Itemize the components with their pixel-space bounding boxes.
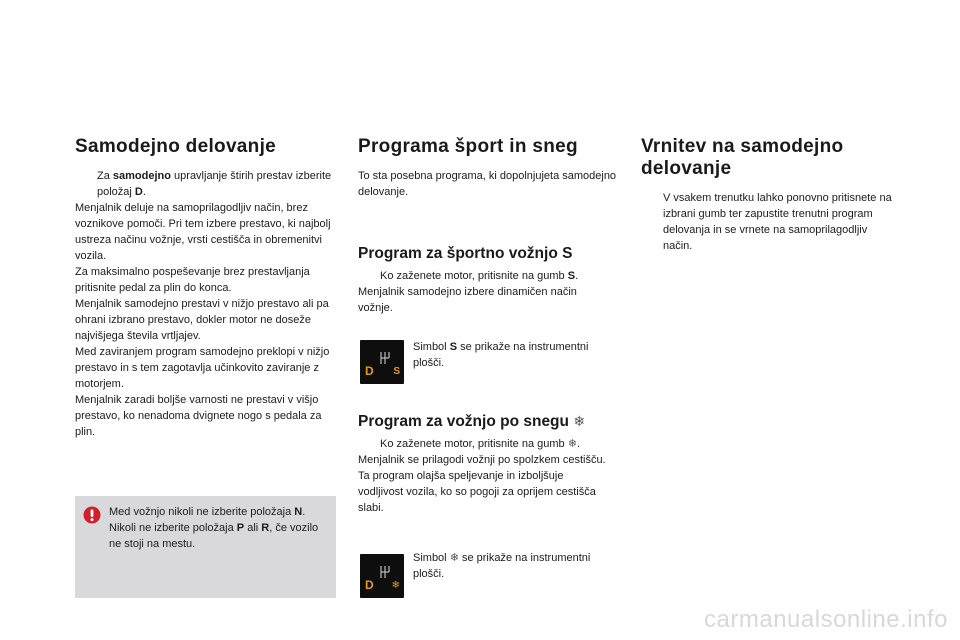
sport-simbol-bold: S [449, 341, 458, 353]
return-bullet-text: V vsakem trenutku lahko ponovno pritisnete na izbrani gumb ter zapustite trenutni program delovanja in se vrnete na samoprilagodljiv način. [663, 192, 892, 252]
section-title-return: Vrnitev na samodejno delovanje [641, 136, 844, 179]
warning-text-4: , če vozilo ne stoji na mestu. [109, 522, 319, 550]
paragraph-3: Menjalnik samodejno prestavi v nižjo prestavo ali pa ohrani izbrano prestavo, dokler motor ne doseže najvišjega števila vrtljajev. [75, 298, 329, 342]
snow-paragraph-1: Menjalnik se prilagodi vožnji po spolzkem cestišču. [358, 454, 606, 466]
bullet-bold: samodejno [112, 170, 171, 182]
sport-paragraph: Menjalnik samodejno izbere dinamičen način vožnje. [358, 286, 577, 314]
sport-program-title: Program za športno vožnjo S [358, 245, 573, 262]
paragraph-5: Menjalnik zaradi boljše varnosti ne prestavi v višjo prestavo, ko nenadoma dvignete nogo s pedala za plin. [75, 394, 322, 438]
snowflake-icon: ❄ [567, 438, 577, 450]
warning-text-3: ali [244, 522, 262, 534]
warning-icon [83, 506, 101, 524]
paragraph-4: Med zaviranjem program samodejno preklopi v nižjo prestavo in s tem zagotavlja učinkovito zaviranje z motorjem. [75, 346, 330, 390]
programs-intro: To sta posebna programa, ki dopolnjujeta samodejno delovanje. [358, 170, 617, 198]
bullet-automatic [75, 168, 337, 200]
sport-simbol-pre: Simbol [413, 341, 450, 353]
bullet-bold-d: D [134, 186, 143, 198]
gear-shift-icon [379, 350, 391, 366]
snow-dashboard-icon [360, 554, 404, 598]
column-return-automatic [641, 136, 903, 254]
column-automatic-operation [75, 136, 337, 440]
bullet-sport [358, 268, 610, 284]
snow-title-text: Program za vožnjo po snegu [358, 413, 569, 430]
warning-box [75, 496, 336, 598]
sport-bullet-text: Ko zaženete motor, pritisnite na gumb [380, 270, 568, 282]
bullet-snow [358, 436, 608, 452]
snowflake-icon: ❄ [449, 552, 459, 564]
warning-bold-n: N [294, 506, 303, 518]
warning-text-2: . Nikoli ne izberite položaja [109, 506, 306, 534]
gear-shift-icon [379, 564, 391, 580]
snow-bullet-text: Ko zaženete motor, pritisnite na gumb [380, 438, 568, 450]
column-sport-snow [358, 136, 620, 200]
warning-bold-p: P [236, 522, 245, 534]
snow-bullet-end: . [576, 438, 580, 450]
warning-bold-r: R [261, 522, 270, 534]
sport-bullet-bold: S [567, 270, 576, 282]
paragraph-2: Za maksimalno pospeševanje brez prestavljanja pritisnite pedal za plin do konca. [75, 266, 310, 294]
snow-symbol-label: ❄ [391, 580, 400, 591]
sport-bullet-end: . [575, 270, 579, 282]
snow-simbol-text [413, 550, 617, 582]
bullet-text-mid: upravljanje štirih prestav izberite položaj [97, 170, 332, 198]
warning-text [109, 504, 331, 552]
sport-program-body [358, 268, 610, 316]
bullet-text-end: . [142, 186, 146, 198]
gear-d-label: D [365, 578, 374, 592]
sport-simbol-text [413, 339, 615, 371]
sport-simbol-end: se prikaže na instrumentni plošči. [413, 341, 589, 369]
snow-paragraph-2: Ta program olajša speljevanje in izboljšuje vodljivost vozila, ko so pogoji za oprijem cestišča slabi. [358, 470, 596, 514]
bullet-return [641, 190, 899, 254]
snowflake-icon: ❄ [573, 413, 586, 429]
sport-dashboard-icon [360, 340, 404, 384]
snow-program-body [358, 436, 608, 516]
warning-text-1: Med vožnjo nikoli ne izberite položaja [109, 506, 295, 518]
section-title-automatic: Samodejno delovanje [75, 136, 277, 157]
paragraph-1: Menjalnik deluje na samoprilagodljiv način, brez voznikove pomoči. Pri tem izbere prestavo, ki najbolj ustreza načinu vožnje, vrsti cestišča in obremenitvi vozila. [75, 202, 331, 262]
snow-simbol-end: se prikaže na instrumentni plošči. [413, 552, 591, 580]
gear-d-label: D [365, 364, 374, 378]
bullet-text: Za [97, 170, 113, 182]
snow-simbol-pre: Simbol [413, 552, 450, 564]
sport-s-label: S [393, 366, 400, 377]
section-title-programs: Programa šport in sneg [358, 136, 578, 157]
snow-program-title [358, 412, 620, 431]
watermark: carmanualsonline.info [704, 606, 948, 633]
